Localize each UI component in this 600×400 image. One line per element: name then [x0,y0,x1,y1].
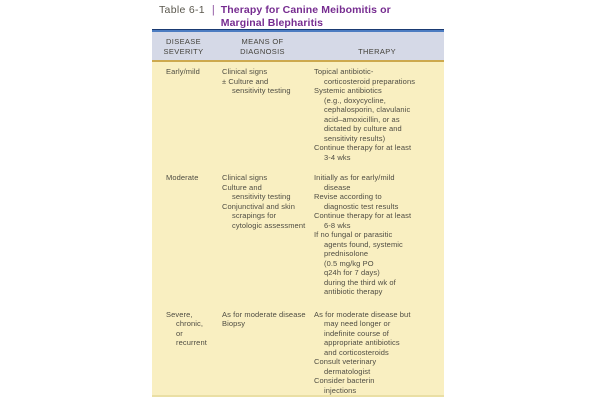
col-header-therapy [310,47,444,57]
table-row [152,310,444,396]
therapy-cell [310,310,444,396]
diagnosis-cell [215,310,310,396]
text-line: diagnostic test results [324,201,399,211]
col-header-disease-severity [152,37,215,57]
col-header-means-of-diagnosis [215,37,310,57]
text-line: 6-8 wks [324,220,351,230]
text-line: Biopsy [222,319,246,328]
text-line: Continue therapy for at least [314,211,412,220]
text-line: Early/mild [166,67,200,76]
text-line: appropriate antibiotics [324,338,400,347]
text-line: Moderate [166,173,199,182]
text-line: prednisolone [324,249,369,258]
text-line: (0.5 mg/kg PO [324,258,374,268]
table-title [221,4,391,29]
text-line: Clinical signs [222,173,268,182]
therapy-cell [310,173,444,297]
therapy-cell [310,67,444,162]
text-line: Continue therapy for at least [314,143,412,152]
text-line: As for moderate disease but [314,309,411,319]
table-body [152,62,444,397]
text-line: q24h for 7 days) [324,268,380,277]
table-title-line2: Marginal Blepharitis [220,16,324,29]
severity-cell [152,310,215,396]
text-line: disease [324,182,351,192]
text-line: If no fungal or parasitic [314,230,393,239]
table-caption [159,4,391,29]
text-line: antibiotic therapy [324,287,383,296]
text-line: Consider bacterin [314,376,375,385]
col-header-line: DIAGNOSIS [240,47,285,56]
caption-separator: | [211,4,215,16]
text-line: Topical antibiotic- [314,67,374,76]
text-line: and corticosteroids [324,347,389,357]
table-row [152,67,444,162]
text-line: Severe, [166,309,193,319]
text-line: As for moderate disease [222,309,306,319]
text-line: corticosteroid preparations [324,76,416,86]
text-line: Clinical signs [222,67,268,76]
text-line: (e.g., doxycycline, [324,95,386,105]
text-line: sensitivity testing [232,86,291,95]
col-header-line: THERAPY [358,47,396,56]
table-number: Table 6-1 [159,4,205,16]
table-row [152,173,444,297]
text-line: or [176,328,183,338]
text-line: chronic, [176,319,204,328]
severity-cell [152,173,215,297]
text-line: dermatologist [324,366,371,376]
text-line: may need longer or [324,319,391,328]
table-title-line1: Therapy for Canine Meibomitis or [220,4,391,16]
diagnosis-cell [215,67,310,162]
text-line: Conjunctival and skin [222,201,295,211]
col-header-line: DISEASE [166,37,201,46]
therapy-table [152,29,444,397]
text-line: acid–amoxicillin, or as [324,114,400,124]
text-line: dictated by culture and [324,124,402,133]
col-header-line: MEANS OF [241,37,284,46]
text-line: Systemic antibiotics [314,86,382,95]
diagnosis-cell [215,173,310,297]
text-line: sensitivity testing [232,192,291,201]
text-line: agents found, systemic [324,239,403,249]
severity-cell [152,67,215,162]
text-line: sensitivity results) [324,133,386,143]
text-line: 3-4 wks [324,152,351,162]
text-line: recurrent [176,338,207,347]
text-line: cytologic assessment [232,220,306,230]
text-line: cephalosporin, clavulanic [324,105,411,114]
text-line: Initially as for early/mild [314,173,395,182]
col-header-line: SEVERITY [163,47,204,56]
text-line: ± Culture and [222,76,269,86]
text-line: scrapings for [232,211,277,220]
text-line: Revise according to [314,192,382,201]
text-line: Culture and [222,182,262,192]
text-line: Consult veterinary [314,357,377,366]
text-line: during the third wk of [324,277,396,287]
text-line: injections [324,385,357,395]
text-line: indefinite course of [324,328,389,338]
table-header-row [152,32,444,60]
